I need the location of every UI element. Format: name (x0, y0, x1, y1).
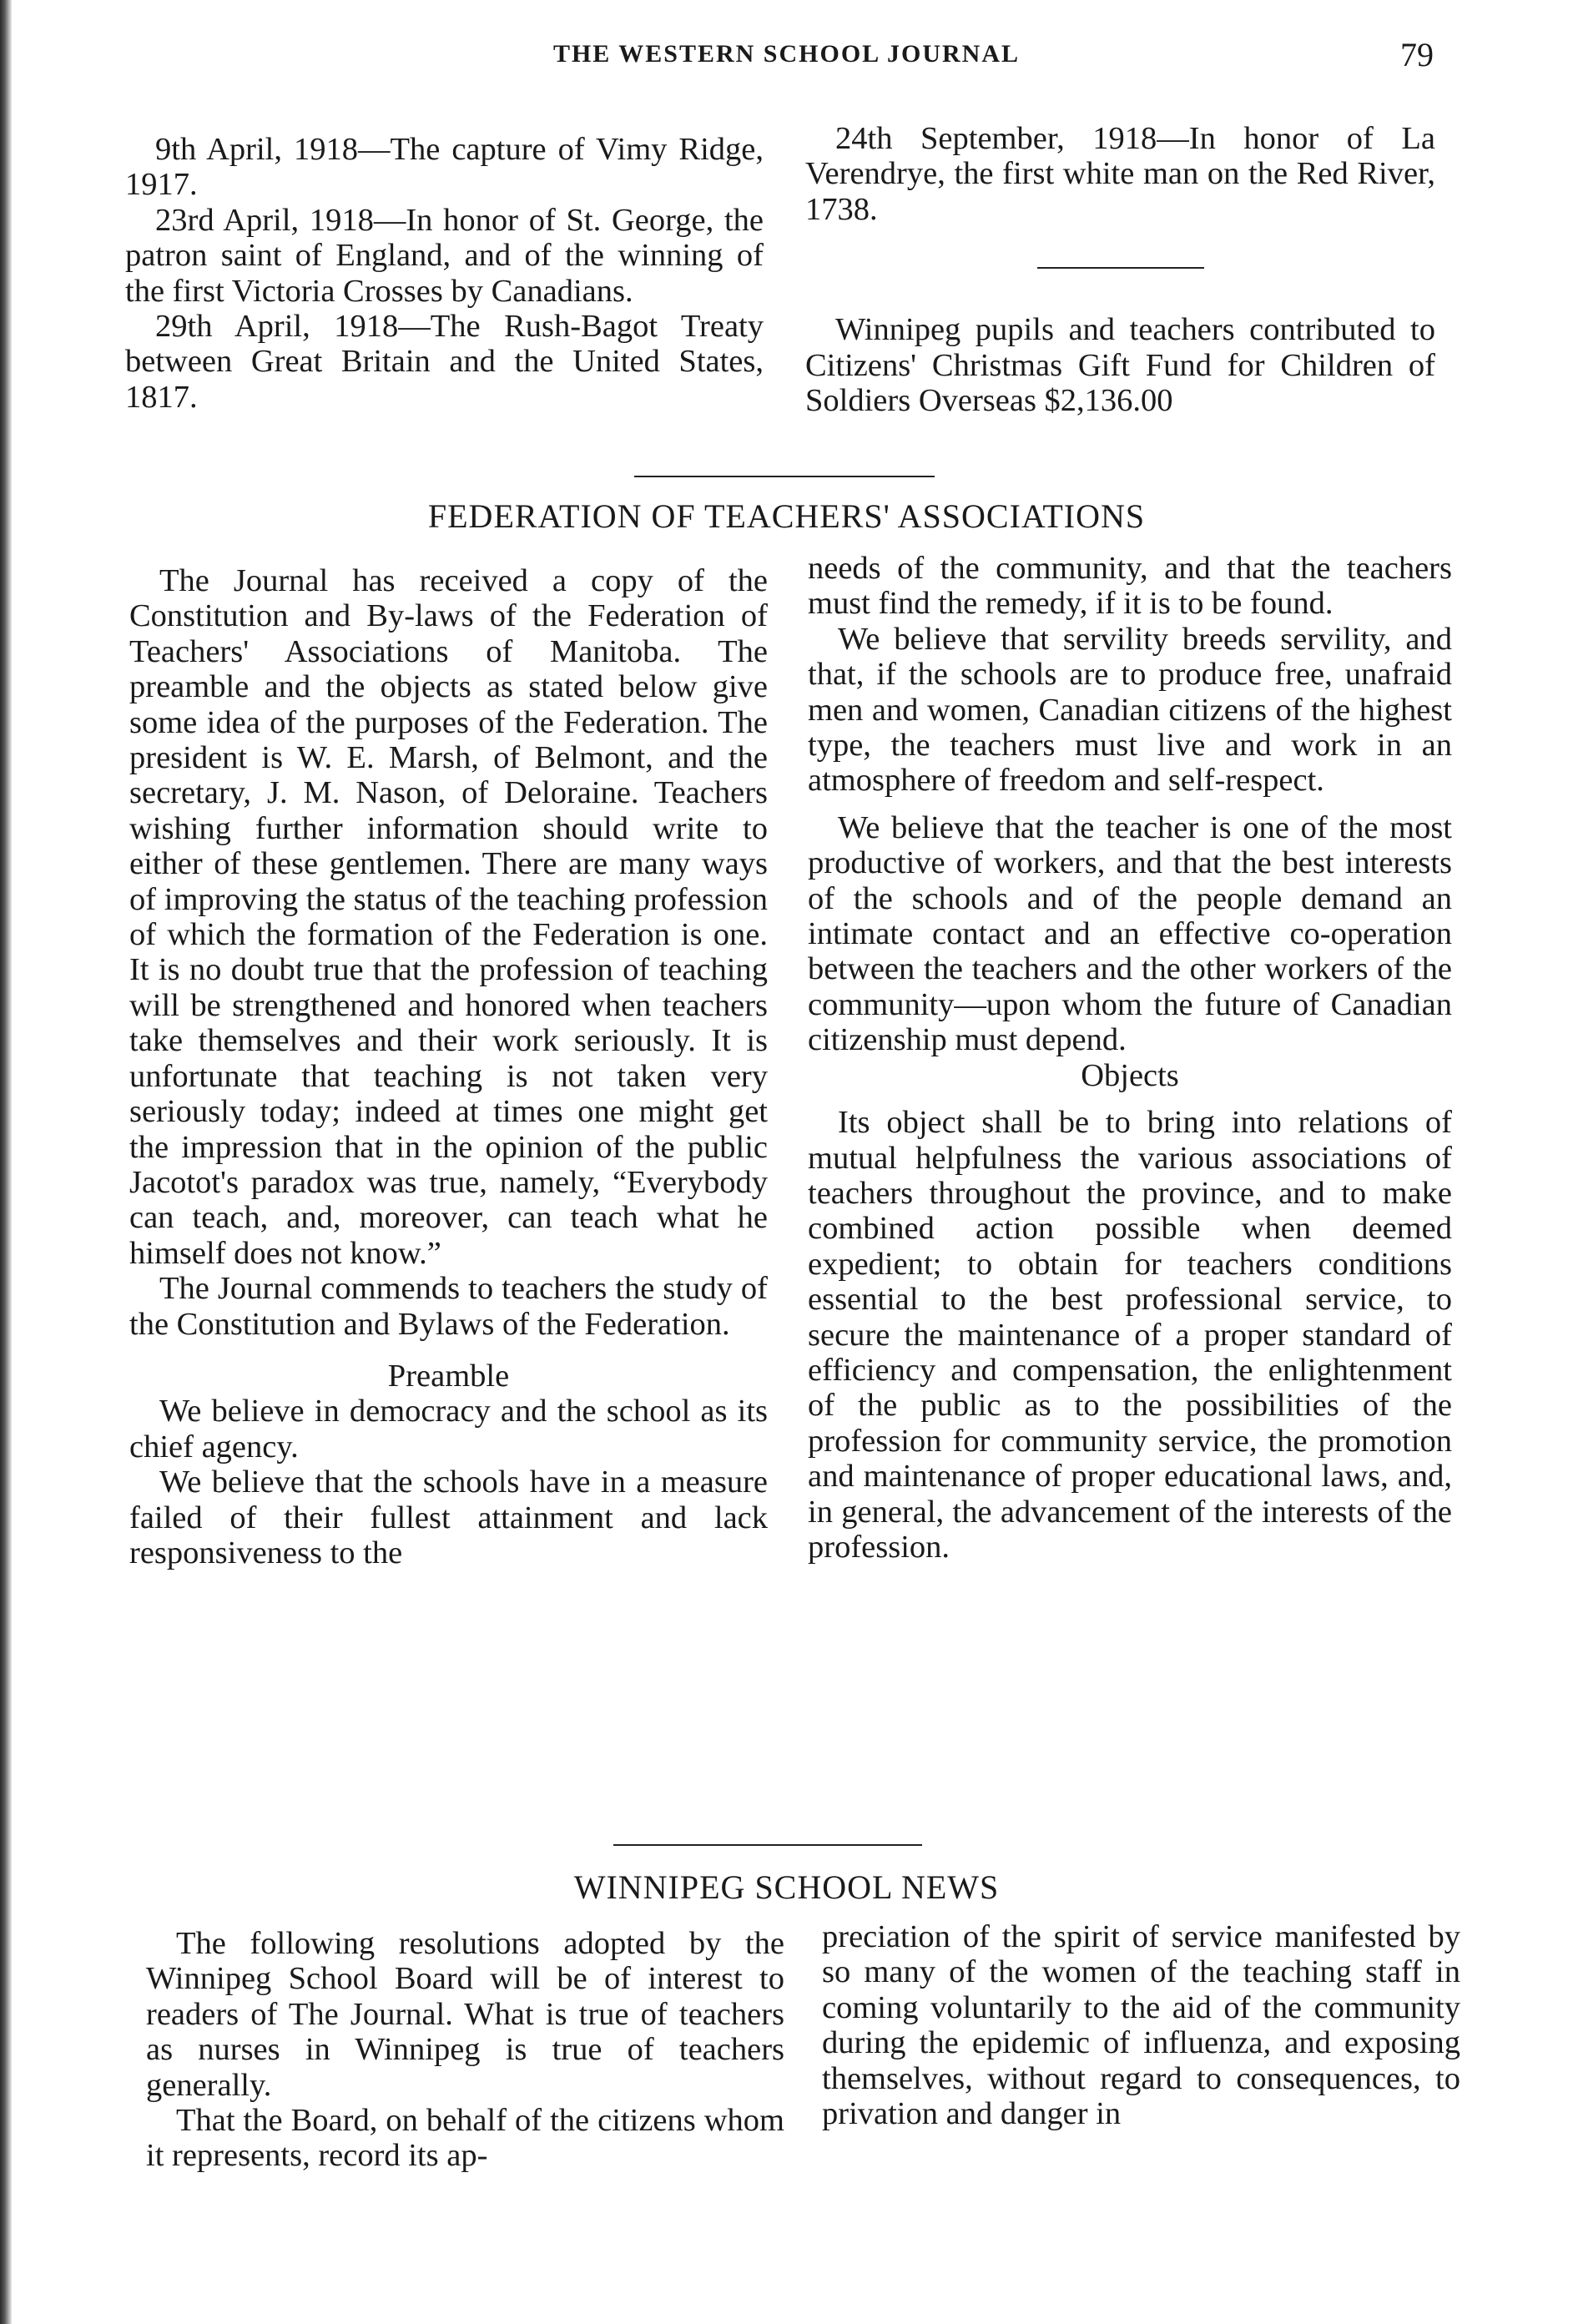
federation-intro-paragraph: The Journal has received a copy of the Constitution and By-laws of the Federation of Teachers' Associations of Manitoba. The preamble and the objects as stated below give some idea of the purposes of the Federation. The president is W. E. Marsh, of Belmont, and the secretary, J. M. Nason, of Deloraine. Teachers wishing further information should write to either of these gentlemen. There are many ways of improving the status of the teaching profession of which the formation of the Federation is one. It is no doubt true that the profession of teaching will be strengthened and honored when teachers take themselves and their work seriously. It is unfortunate that teaching is not taken very seriously today; indeed at times one might get the impression that in the opinion of the public Jacotot's paradox was true, namely, “Everybody can teach, and, moreover, can teach what he himself does not know.” (129, 563, 768, 1271)
dates-right-column (805, 121, 1435, 418)
objects-heading: Objects (1081, 1057, 1179, 1093)
preamble-paragraph: We believe that servility breeds servility, and that, if the schools are to produce free, unafraid men and women, Canadian citizens of the highest type, the teachers must live and work in an atmosphere of freedom and self-respect. (808, 621, 1452, 799)
federation-right-column (808, 551, 1452, 1565)
date-paragraph: 29th April, 1918—The Rush-Bagot Treaty between Great Britain and the United States, 1817. (125, 309, 764, 415)
date-paragraph: 23rd April, 1918—In honor of St. George, the patron saint of England, and of the winning of the first Victoria Crosses by Canadians. (125, 202, 764, 309)
winnipeg-left-column (146, 1926, 784, 2174)
preamble-continued-paragraph: needs of the community, and that the teachers must find the remedy, if it is to be found. (808, 551, 1452, 622)
section-divider (613, 1844, 922, 1846)
federation-heading: FEDERATION OF TEACHERS' ASSOCIATIONS (427, 497, 1146, 535)
date-paragraph: 9th April, 1918—The capture of Vimy Ridge, 1917. (125, 132, 764, 203)
winnipeg-right-column (822, 1919, 1460, 2131)
winnipeg-continued-paragraph: preciation of the spirit of service manifested by so many of the women of the teaching staff in coming voluntarily to the aid of the community during the epidemic of influenza, and exposing themselves, without regard to consequences, to privation and danger in (822, 1919, 1460, 2132)
federation-commend-paragraph: The Journal commends to teachers the study of the Constitution and Bylaws of the Federation. (129, 1271, 768, 1342)
short-divider (1037, 267, 1204, 269)
page-binding-edge (0, 0, 12, 2324)
preamble-paragraph: We believe in democracy and the school as its chief agency. (129, 1394, 768, 1464)
section-divider (634, 476, 935, 477)
preamble-paragraph: We believe that the teacher is one of the most productive of workers, and that the best interests of the schools and of the people demand an intimate contact and an effective co-operation between the teachers and the other workers of the community—upon whom the future of Canadian citizenship must depend. (808, 809, 1452, 1058)
date-paragraph: 24th September, 1918—In honor of La Verendrye, the first white man on the Red River, 1738. (805, 121, 1435, 227)
journal-title: THE WESTERN SCHOOL JOURNAL (552, 40, 1021, 68)
winnipeg-news-heading: WINNIPEG SCHOOL NEWS (573, 1868, 1000, 1906)
preamble-paragraph: We believe that the schools have in a measure failed of their fullest attainment and lack responsiveness to the (129, 1464, 768, 1570)
preamble-heading: Preamble (387, 1358, 510, 1394)
winnipeg-paragraph: The following resolutions adopted by the Winnipeg School Board will be of interest to readers of The Journal. What is true of teachers as nurses in Winnipeg is true of teachers generally. (146, 1926, 784, 2103)
winnipeg-paragraph: That the Board, on behalf of the citizens whom it represents, record its ap- (146, 2103, 784, 2174)
objects-paragraph: Its object shall be to bring into relations of mutual helpfulness the various associations of teachers throughout the province, and to make combined action possible when deemed expedient; to obtain for teachers conditions essential to the best professional service, to secure the maintenance of a proper standard of efficiency and compensation, the enlightenment of the public as to the possibilities of the profession for community service, the promotion and maintenance of proper educational laws, and, in general, the advancement of the interests of the profession. (808, 1105, 1452, 1565)
running-head (0, 36, 1573, 82)
gift-fund-paragraph: Winnipeg pupils and teachers contributed to Citizens' Christmas Gift Fund for Children of Soldiers Overseas $2,136.00 (805, 312, 1435, 419)
dates-left-column (125, 132, 764, 415)
page-number: 79 (1400, 36, 1434, 73)
federation-left-column (129, 563, 768, 1570)
